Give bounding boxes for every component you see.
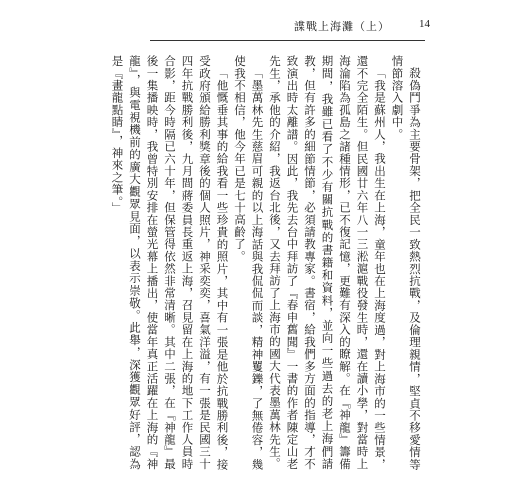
running-header: [80, 18, 430, 38]
paragraph-1: 殺偽鬥爭為主要骨架，把全民一致熱烈抗戰，及倫理親情，堅貞不移愛情等情節溶入劇中。: [390, 55, 422, 470]
paragraph-2: 「我是蘇州人，我出生在上海，童年也在上海度過，對上海市的一些情景，還不完全陌生。但民國廿六年八一三淞滬戰役發生時，還在讀小學，對當時上海淪陷為孤島之諸種情形，已不復記憶，更難有深入的瞭解。在『神龍』籌備期間，我雖已看了不少有關抗戰的書籍和資料，並向一些過去的老上海們請教，但有許多的細節情節，必須請教專家。書宿，給我們多方面的指導，才不致演出時太離譜。因此，我先去台中拜訪了『春申舊聞』一書的作者陳定山老先生，承他的介紹，我返台北後，又去拜訪了上海市的國大代表墨萬林先生。: [268, 55, 387, 470]
page-number: 14: [419, 18, 430, 30]
chapter-title: 諜戰上海灘（上）: [294, 20, 390, 33]
body-text: [110, 55, 423, 470]
header-rule: [150, 40, 425, 41]
paragraph-3: 「墨萬林先生慈眉可親的以上海話與我侃侃而談，精神矍鑠，了無倦容，幾使我不相信，他今年已是七十高齡了。: [233, 55, 265, 470]
paragraph-4: 「他慨垂其事的給我看一些珍貴的照片，其中有一張是他於抗戰勝利後，接受政府頒給勝利獎章後的個人照片，神采奕奕，喜氣洋溢，有一張是民國三十四年抗戰勝利後，九月間蔣委員長重返上海，召見留在上海的地下工作人員時合影，距今時隔已六十年，但保管得依然非常清晰。其中二張，在『神龍』最後一集播映時，我曾特別安排在螢光幕上播出，使當年真正活躍在上海的『神龍』，與電視機前的廣大觀眾見面，以表示崇敬。此舉，深獲觀眾好評，認為是『畫龍點睛』，神來之筆。」: [110, 55, 230, 470]
